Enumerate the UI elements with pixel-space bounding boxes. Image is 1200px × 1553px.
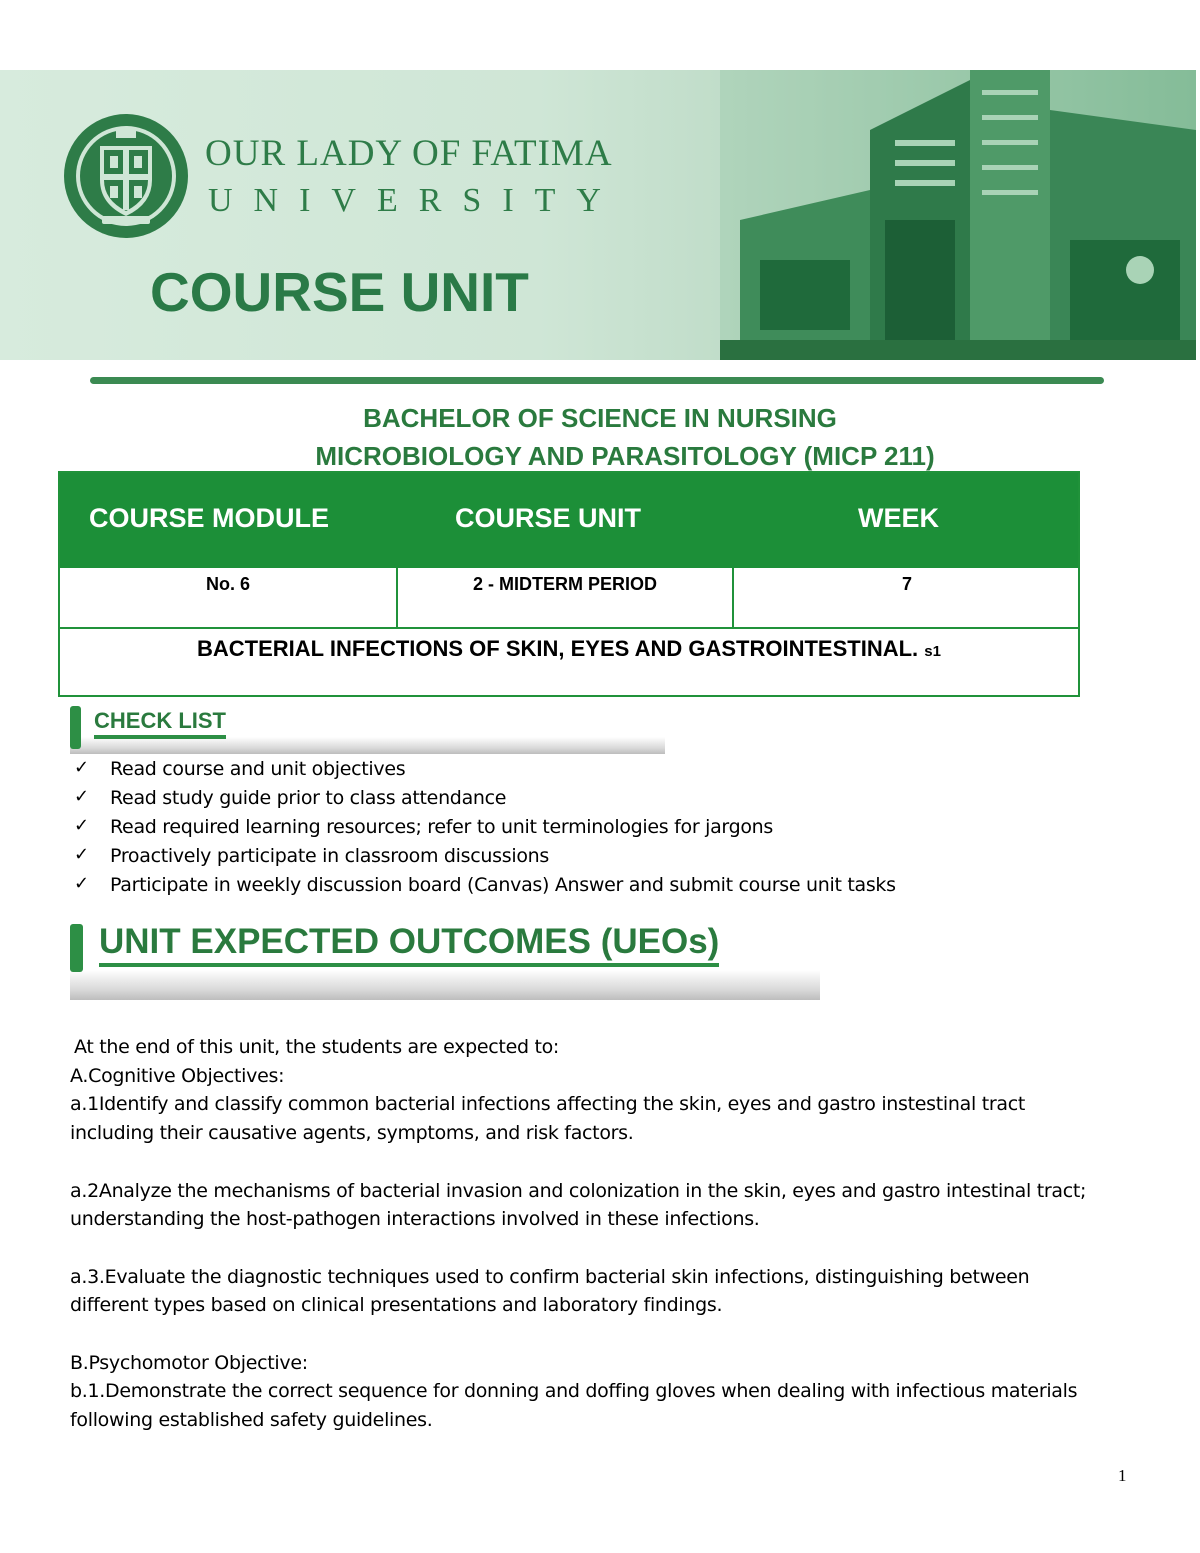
header-week: WEEK (858, 503, 939, 533)
objective-a3-line2: different types based on clinical presentations and laboratory findings. (70, 1294, 723, 1316)
cell-module-number: No. 6 (205, 574, 250, 594)
unit-topic-suffix: s1 (924, 643, 941, 660)
building-illustration-icon (720, 70, 1196, 360)
unit-topic (60, 636, 1078, 662)
outcomes-header (70, 900, 820, 1000)
checklist-title: CHECK LIST (94, 708, 226, 739)
objective-a1-line1: a.1Identify and classify common bacterial infections affecting the skin, eyes and gastro instestinal tract (70, 1093, 1026, 1115)
check-icon: ✓ (74, 815, 89, 836)
objective-a2-line2: understanding the host-pathogen interactions involved in these infections. (70, 1208, 760, 1230)
objective-a2-line1: a.2Analyze the mechanisms of bacterial invasion and colonization in the skin, eyes and gastro intestinal tract; (70, 1180, 1087, 1202)
university-name-line1: OUR LADY OF FATIMA (205, 133, 613, 174)
university-seal-icon (62, 112, 190, 240)
check-icon: ✓ (74, 757, 89, 778)
unit-topic-text: BACTERIAL INFECTIONS OF SKIN, EYES AND GASTROINTESTINAL. (197, 636, 919, 661)
header-banner (0, 70, 1196, 360)
banner-heading: COURSE UNIT (150, 261, 529, 323)
degree-title: BACHELOR OF SCIENCE IN NURSING (363, 403, 837, 433)
objective-b1-line1: b.1.Demonstrate the correct sequence for donning and doffing gloves when dealing with infectious materials (70, 1380, 1078, 1402)
row-divider (60, 627, 1078, 629)
check-icon: ✓ (74, 873, 89, 894)
course-title: MICROBIOLOGY AND PARASITOLOGY (MICP 211) (315, 441, 935, 471)
outcomes-header-bar (70, 924, 83, 972)
objective-b1-line2: following established safety guidelines. (70, 1409, 433, 1431)
page-number: 1 (1118, 1466, 1127, 1485)
objective-a1-line2: including their causative agents, symptoms, and risk factors. (70, 1122, 634, 1144)
check-icon: ✓ (74, 786, 89, 807)
cognitive-heading: A.Cognitive Objectives: (70, 1065, 285, 1087)
header-course-unit: COURSE UNIT (455, 503, 642, 533)
university-name-line2: UNIVERSITY (208, 182, 622, 219)
cell-week-number: 7 (901, 574, 912, 594)
checklist-header-bar (70, 706, 81, 749)
check-icon: ✓ (74, 844, 89, 865)
psychomotor-heading: B.Psychomotor Objective: (70, 1352, 308, 1374)
cell-unit-period: 2 - MIDTERM PERIOD (472, 574, 657, 594)
checklist-header (70, 697, 665, 754)
table-header-row (60, 473, 1078, 568)
header-course-module: COURSE MODULE (89, 503, 330, 533)
objective-a3-line1: a.3.Evaluate the diagnostic techniques used to confirm bacterial skin infections, distinguishing between (70, 1266, 1030, 1288)
outcomes-intro: At the end of this unit, the students are expected to: (74, 1036, 560, 1058)
outcomes-title: UNIT EXPECTED OUTCOMES (UEOs) (99, 922, 719, 967)
course-info-table (58, 471, 1080, 697)
header-divider (90, 377, 1104, 384)
